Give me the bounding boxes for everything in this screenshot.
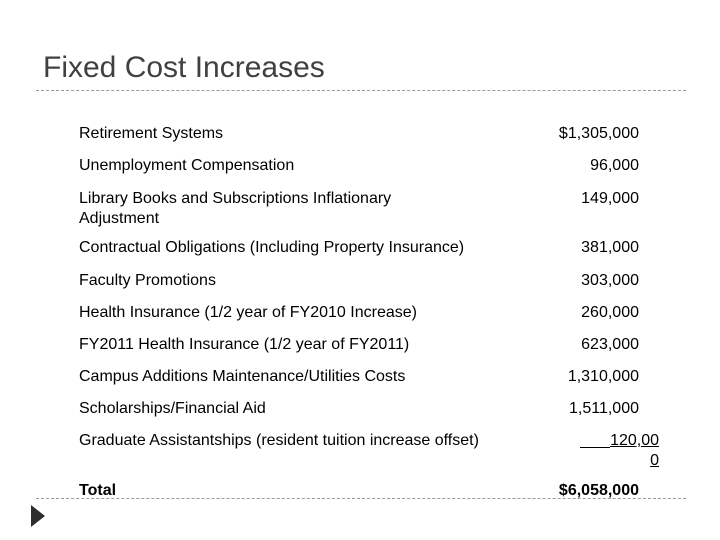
cost-label: Campus Additions Maintenance/Utilities Costs — [79, 368, 406, 385]
cost-amount: 96,000 — [590, 157, 639, 174]
page-title: Fixed Cost Increases — [43, 51, 325, 84]
title-divider — [36, 90, 686, 91]
cost-amount: 260,000 — [581, 304, 639, 321]
cost-label: Library Books and Subscriptions Inflationary Adjustment — [79, 190, 392, 227]
total-amount: $6,058,000 — [558, 482, 639, 499]
cost-amount: $1,305,000 — [558, 125, 639, 142]
cost-amount: 1,310,000 — [567, 368, 639, 385]
cost-label: Graduate Assistantships (resident tuition increase offset) — [79, 432, 479, 449]
cost-amount — [580, 431, 659, 471]
cost-label: Retirement Systems — [79, 125, 224, 142]
cost-amount: 623,000 — [581, 336, 639, 353]
cost-amount: 149,000 — [581, 190, 639, 207]
cost-amount: 1,511,000 — [569, 400, 639, 417]
cost-label: Health Insurance (1/2 year of FY2010 Increase) — [79, 304, 417, 321]
right-triangle-arrow-icon — [31, 505, 45, 527]
underline-gap — [580, 431, 610, 448]
cost-label: Contractual Obligations (Including Property Insurance) — [79, 239, 465, 256]
cost-label: Unemployment Compensation — [79, 157, 295, 174]
cost-amount-line1: 120,00 — [610, 432, 659, 449]
cost-amount: 381,000 — [581, 239, 639, 256]
footer-divider — [36, 498, 686, 499]
cost-label: Faculty Promotions — [79, 272, 216, 289]
total-label: Total — [79, 482, 117, 499]
cost-amount-line2: 0 — [650, 452, 659, 469]
cost-label: Scholarships/Financial Aid — [79, 400, 266, 417]
cost-label: FY2011 Health Insurance (1/2 year of FY2011) — [79, 336, 410, 353]
cost-amount: 303,000 — [581, 272, 639, 289]
